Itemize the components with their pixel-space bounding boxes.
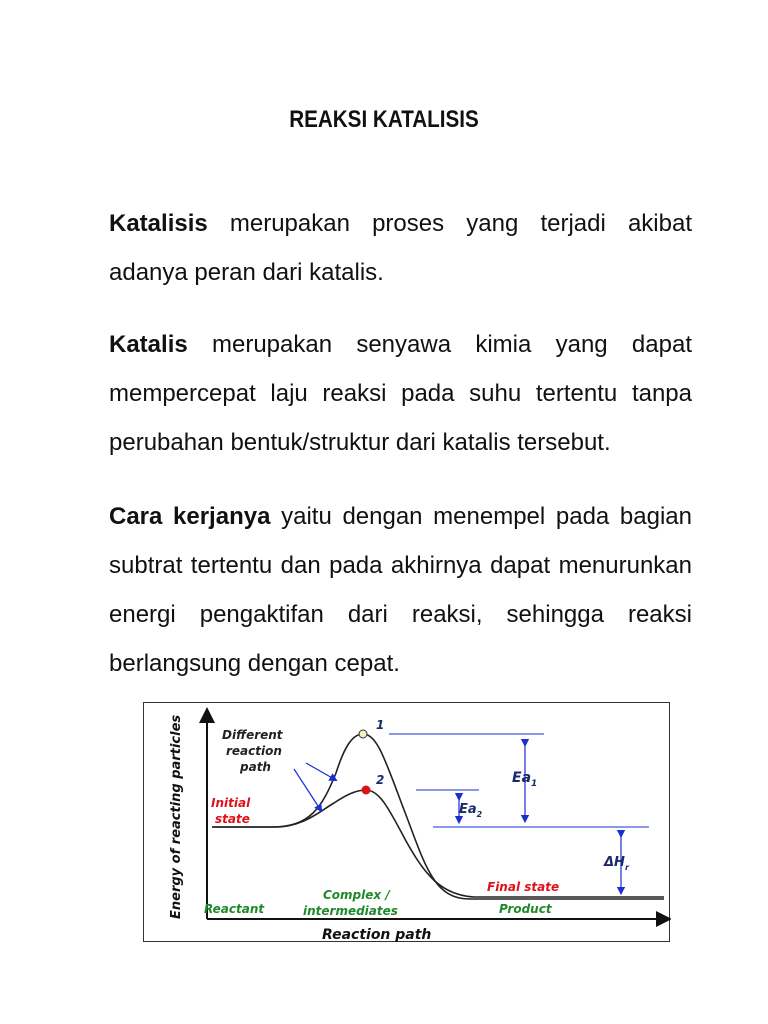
- paragraph-katalis: [109, 320, 692, 467]
- paragraph-cara-kerja: [109, 492, 692, 688]
- uncatalysed-curve: [212, 734, 664, 899]
- final-state-label: Final state: [487, 880, 560, 894]
- delta-h-label: $\Delta H_r$: [604, 855, 629, 872]
- different-path-label: Different reaction path: [222, 728, 283, 774]
- product-label: Product: [499, 902, 552, 916]
- term-cara-kerjanya: Cara kerjanya: [109, 503, 271, 530]
- y-axis-label: Energy of reacting particles: [169, 714, 184, 919]
- paragraph-cara-kerja-text: yaitu dengan menempel pada bagian subtrat tertentu dan pada akhirnya dapat menurunkan energi pengaktifan dari reaksi, sehingga reaksi berlangsung dengan cepat.: [109, 503, 692, 677]
- energy-diagram-figure: [143, 702, 670, 942]
- paragraph-katalisis-text: merupakan proses yang terjadi akibat adanya peran dari katalis.: [109, 210, 692, 286]
- paragraph-katalisis: [109, 199, 692, 297]
- ea2-label: $Ea_2$: [459, 802, 483, 819]
- path-pointer-arrow-upper: [306, 763, 334, 779]
- peak-1-label: 1: [376, 718, 385, 732]
- initial-state-label: Initial state: [211, 796, 251, 826]
- reactant-label: Reactant: [204, 902, 265, 916]
- ea1-label: $Ea_1$: [512, 770, 538, 789]
- path-pointer-arrow-lower: [294, 769, 320, 809]
- x-axis-label: Reaction path: [322, 927, 432, 943]
- term-katalis: Katalis: [109, 331, 188, 358]
- page-title: REAKSI KATALISIS: [289, 106, 479, 133]
- catalysed-curve: [212, 790, 664, 897]
- term-katalisis: Katalisis: [109, 210, 208, 237]
- peak-2-label: 2: [376, 773, 385, 787]
- peak-2-marker: [362, 786, 371, 795]
- energy-profile-diagram: [144, 703, 671, 943]
- complex-label: Complex / intermediates: [303, 888, 398, 918]
- paragraph-katalis-text: merupakan senyawa kimia yang dapat mempercepat laju reaksi pada suhu tertentu tanpa perubahan bentuk/struktur dari katalis tersebut.: [109, 331, 692, 456]
- peak-1-marker: [359, 730, 367, 738]
